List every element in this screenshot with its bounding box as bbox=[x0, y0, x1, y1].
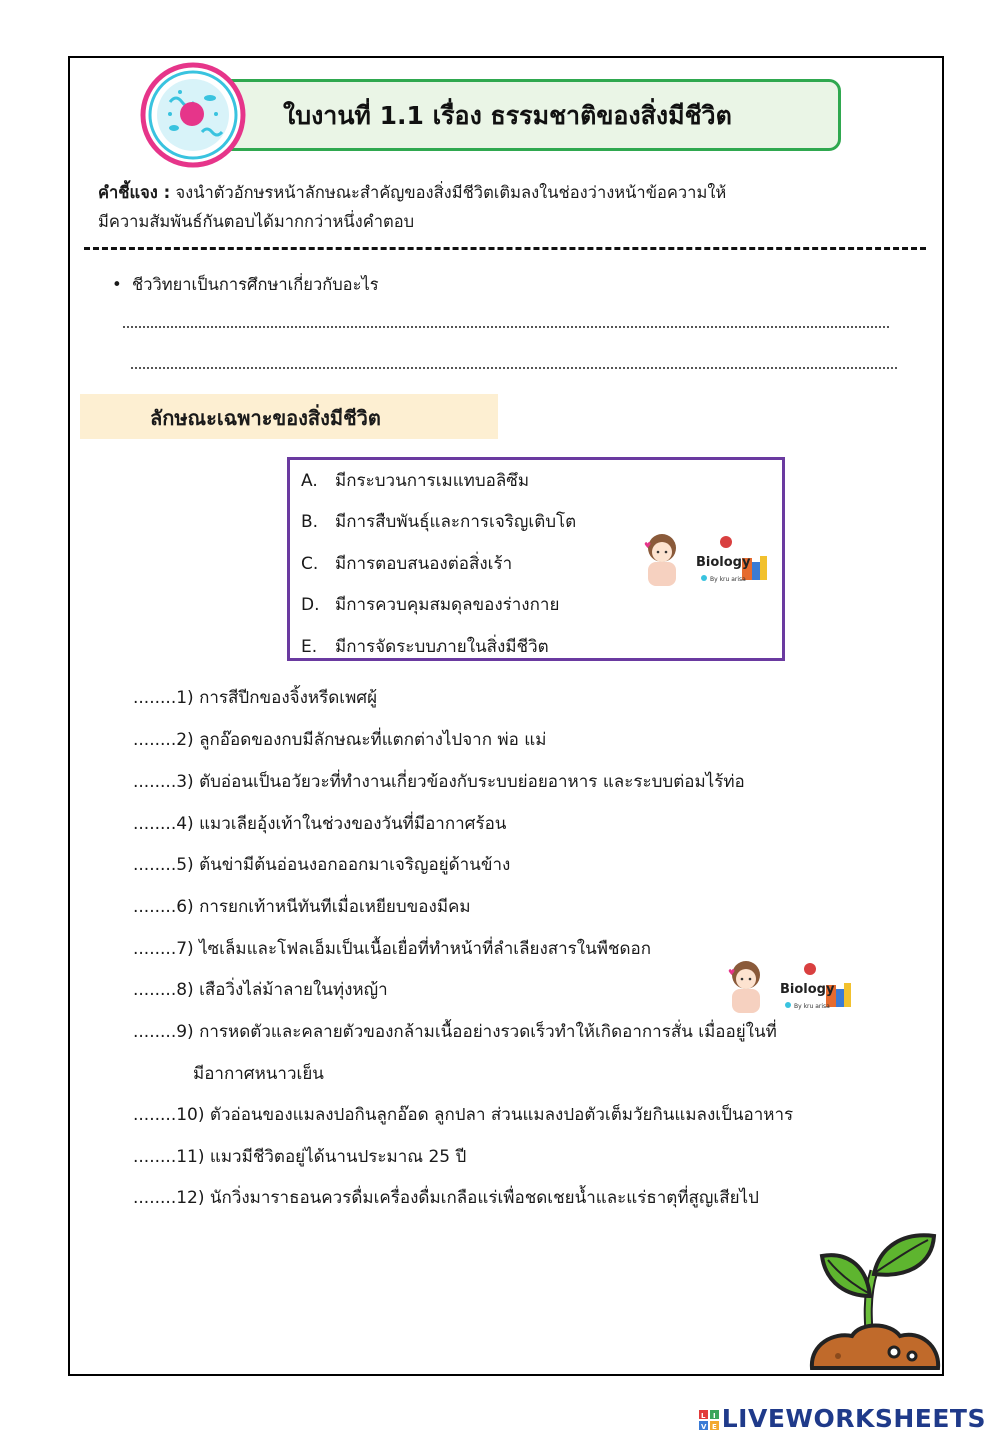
option-text: มีกระบวนการเมแทบอลิซึม bbox=[335, 471, 530, 491]
option-text: มีการควบคุมสมดุลของร่างกาย bbox=[335, 595, 560, 615]
option-letter: E. bbox=[301, 637, 318, 657]
option-letter: B. bbox=[301, 512, 319, 532]
option-a bbox=[301, 467, 529, 494]
svg-text:♥: ♥ bbox=[644, 541, 652, 550]
svg-text:E: E bbox=[711, 1423, 718, 1430]
liveworksheets-wordmark: LIVEWORKSHEETS bbox=[721, 1404, 986, 1433]
instruction-label: คำชี้แจง : bbox=[98, 183, 171, 202]
svg-text:♥: ♥ bbox=[728, 968, 736, 977]
badge-credit: By kru arisa bbox=[794, 1003, 830, 1010]
instruction-text-1: จงนำตัวอักษรหน้าลักษณะสำคัญของสิ่งมีชีวิตเติมลงในช่องว่างหน้าข้อความให้ bbox=[170, 183, 727, 202]
bullet-question bbox=[112, 272, 379, 298]
svg-text:L: L bbox=[700, 1412, 706, 1420]
option-letter: C. bbox=[301, 554, 319, 574]
list-item[interactable]: ........12) นักวิ่งมาราธอนควรดื่มเครื่องดื่มเกลือแร่เพื่อชดเชยน้ำและแร่ธาตุที่สูญเสียไป bbox=[133, 1188, 759, 1208]
list-item[interactable]: ........7) ไซเล็มและโฟลเอ็มเป็นเนื้อเยื่อที่ทำหน้าที่ลำเลียงสารในพืชดอก bbox=[133, 939, 652, 959]
bullet-question-text: ชีววิทยาเป็นการศึกษาเกี่ยวกับอะไร bbox=[132, 275, 379, 294]
option-text: มีการจัดระบบภายในสิ่งมีชีวิต bbox=[335, 637, 549, 657]
list-item[interactable]: ........3) ตับอ่อนเป็นอวัยวะที่ทำงานเกี่ยวข้องกับระบบย่อยอาหาร และระบบต่อมไร้ท่อ bbox=[133, 772, 745, 792]
list-item[interactable]: ........4) แมวเลียอุ้งเท้าในช่วงของวันที่มีอากาศร้อน bbox=[133, 814, 507, 834]
badge-credit: By kru arisa bbox=[710, 576, 746, 583]
list-item[interactable]: ........10) ตัวอ่อนของแมลงปอกินลูกอ๊อด ลูกปลา ส่วนแมลงปอตัวเต็มวัยกินแมลงเป็นอาหาร bbox=[133, 1105, 794, 1125]
dashed-divider bbox=[84, 247, 926, 250]
option-letter: A. bbox=[301, 471, 318, 491]
option-text: มีการตอบสนองต่อสิ่งเร้า bbox=[335, 554, 513, 574]
answer-line-2[interactable] bbox=[131, 367, 897, 369]
section-title: ลักษณะเฉพาะของสิ่งมีชีวิต bbox=[150, 406, 381, 430]
svg-text:I: I bbox=[712, 1412, 716, 1420]
instruction bbox=[98, 178, 888, 236]
badge-word: Biology bbox=[780, 982, 835, 997]
list-item[interactable]: ........11) แมวมีชีวิตอยู่ได้นานประมาณ 25 ปี bbox=[133, 1147, 467, 1167]
liveworksheets-logo bbox=[699, 1404, 986, 1433]
plant-sprout-icon bbox=[808, 1226, 943, 1374]
worksheet-title: ใบงานที่ 1.1 เรื่อง ธรรมชาติของสิ่งมีชีวิต bbox=[283, 101, 732, 130]
list-item[interactable]: ........5) ต้นข่ามีต้นอ่อนงอกออกมาเจริญอยู่ด้านข้าง bbox=[133, 855, 511, 875]
biology-badge-icon bbox=[640, 528, 768, 588]
bullet-icon: • bbox=[112, 275, 122, 294]
list-item-continuation: มีอากาศหนาวเย็น bbox=[193, 1064, 324, 1084]
worksheet-frame bbox=[68, 56, 944, 1376]
cell-icon bbox=[140, 62, 246, 168]
badge-word: Biology bbox=[696, 555, 751, 570]
option-c bbox=[301, 550, 512, 577]
option-text: มีการสืบพันธุ์และการเจริญเติบโต bbox=[335, 512, 577, 532]
option-d bbox=[301, 591, 559, 618]
list-item[interactable]: ........1) การสีปีกของจิ้งหรีดเพศผู้ bbox=[133, 688, 378, 708]
option-e bbox=[301, 633, 549, 660]
option-b bbox=[301, 508, 576, 535]
biology-badge-icon bbox=[724, 955, 852, 1015]
option-letter: D. bbox=[301, 595, 320, 615]
liveworksheets-logo-icon bbox=[699, 1410, 719, 1430]
list-item[interactable]: ........8) เสือวิ่งไล่ม้าลายในทุ่งหญ้า bbox=[133, 980, 388, 1000]
answer-line-1[interactable] bbox=[123, 326, 889, 328]
svg-text:V: V bbox=[700, 1423, 707, 1430]
list-item[interactable]: ........6) การยกเท้าหนีทันทีเมื่อเหยียบของมีคม bbox=[133, 897, 471, 917]
list-item[interactable]: ........2) ลูกอ๊อดของกบมีลักษณะที่แตกต่างไปจาก พ่อ แม่ bbox=[133, 730, 547, 750]
instruction-text-2: มีความสัมพันธ์กันตอบได้มากกว่าหนึ่งคำตอบ bbox=[98, 212, 415, 231]
list-item[interactable]: ........9) การหดตัวและคลายตัวของกล้ามเนื้ออย่างรวดเร็วทำให้เกิดอาการสั่น เมื่ออยู่ในที่ bbox=[133, 1022, 777, 1042]
